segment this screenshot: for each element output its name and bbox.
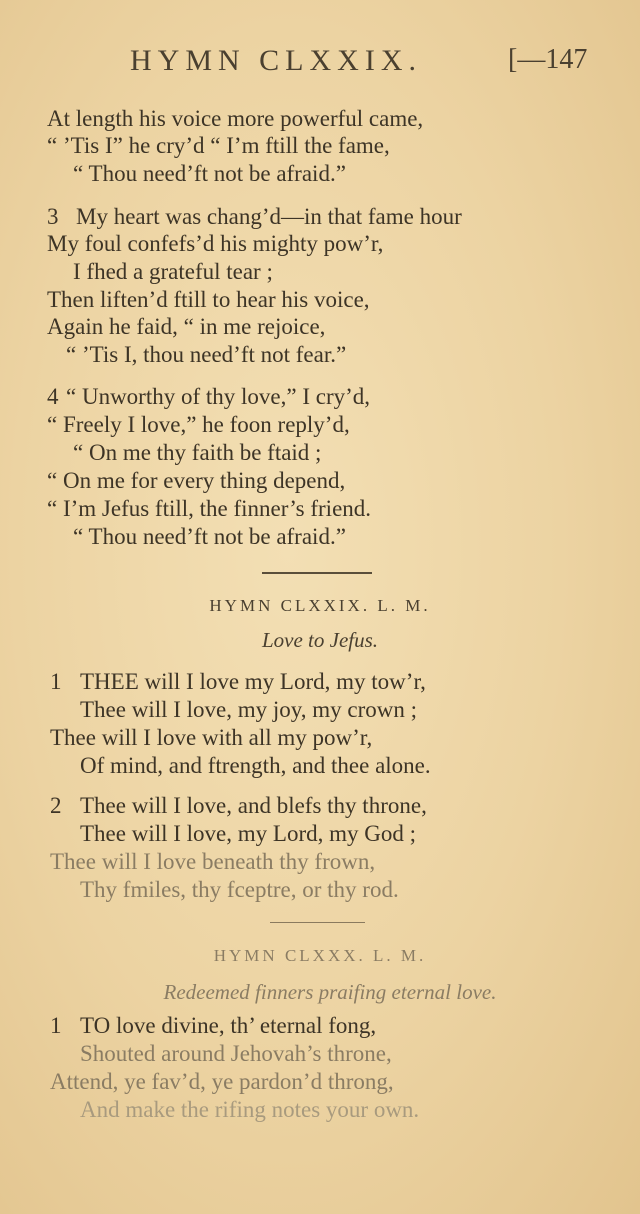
verse-line: “ Freely I love,” he foon reply’d,: [47, 412, 350, 437]
section-divider: [262, 572, 372, 574]
stanza-number: 3: [47, 204, 59, 229]
stanza-number: 4: [47, 384, 59, 409]
hymn-subtitle: Love to Jefus.: [261, 628, 379, 652]
verse-line: TO love divine, th’ eternal fong,: [80, 1013, 377, 1038]
verse-line: At length his voice more powerful came,: [47, 106, 424, 131]
verse-line: I fhed a grateful tear ;: [73, 259, 273, 284]
verse-line: My heart was chang’d—in that fame hour: [76, 204, 462, 229]
verse-line: “ I’m Jefus ftill, the finner’s friend.: [47, 496, 372, 521]
verse-line: Shouted around Jehovah’s throne,: [80, 1041, 392, 1066]
running-head-title: HYMN CLXXIX.: [130, 44, 422, 77]
stanza-number: 1: [50, 1013, 62, 1038]
page-number: [—147: [508, 44, 588, 75]
verse-line: Of mind, and ftrength, and thee alone.: [80, 753, 431, 778]
verse-line: “ Unworthy of thy love,” I cry’d,: [66, 384, 371, 409]
verse-line: “ On me thy faith be ftaid ;: [73, 440, 322, 465]
hymn-subtitle: Redeemed finners praifing eternal love.: [163, 980, 497, 1004]
verse-line: THEE will I love my Lord, my tow’r,: [80, 669, 426, 694]
verse-line: My foul confefs’d his mighty pow’r,: [47, 231, 384, 256]
hymn-heading: HYMN CLXXIX. L. M.: [209, 596, 431, 615]
verse-line: “ ’Tis I, thou need’ft not fear.”: [66, 342, 347, 367]
stanza-number: 1: [50, 669, 62, 694]
verse-line: Thee will I love, my Lord, my God ;: [80, 821, 416, 846]
stanza-number: 2: [50, 793, 62, 818]
hymn-heading: HYMN CLXXX. L. M.: [213, 946, 427, 965]
verse-line: “ Thou need’ft not be afraid.”: [73, 524, 346, 549]
verse-line: Thy fmiles, thy fceptre, or thy rod.: [80, 877, 399, 902]
verse-line: Attend, ye fav’d, ye pardon’d throng,: [50, 1069, 394, 1094]
verse-line: “ Thou need’ft not be afraid.”: [73, 161, 346, 186]
verse-line: Thee will I love beneath thy frown,: [50, 849, 376, 874]
verse-line: And make the rifing notes your own.: [80, 1097, 420, 1122]
section-divider: [270, 922, 365, 923]
verse-line: Thee will I love with all my pow’r,: [50, 725, 373, 750]
verse-line: Thee will I love, and blefs thy throne,: [80, 793, 427, 818]
verse-line: Again he faid, “ in me rejoice,: [47, 314, 326, 339]
verse-line: Thee will I love, my joy, my crown ;: [80, 697, 418, 722]
running-head: [0, 40, 640, 80]
verse-line: “ On me for every thing depend,: [47, 468, 346, 493]
verse-line: Then liften’d ftill to hear his voice,: [47, 287, 370, 312]
verse-line: “ ’Tis I” he cry’d “ I’m ftill the fame,: [47, 133, 390, 158]
